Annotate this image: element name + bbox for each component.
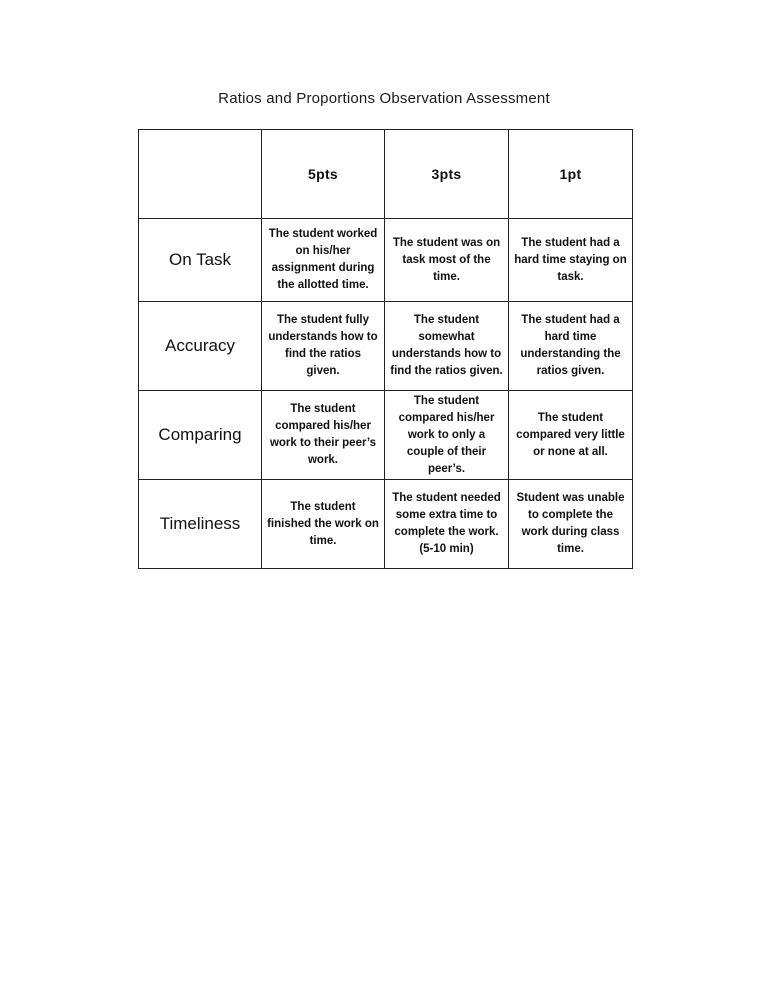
rubric-cell: The student compared his/her work to only a couple of their peer’s. [385,391,509,480]
table-row [139,391,633,480]
rubric-cell: The student fully understands how to find the ratios given. [262,302,385,391]
table-row [139,219,633,302]
page-title: Ratios and Proportions Observation Assessment [218,90,550,107]
rubric-cell: The student compared his/her work to their peer’s work. [262,391,385,480]
rubric-cell: The student was on task most of the time. [385,219,509,302]
criterion-label: Comparing [139,391,262,480]
criterion-label: Timeliness [139,480,262,569]
rubric-cell: The student needed some extra time to complete the work. (5-10 min) [385,480,509,569]
header-level-3pts: 3pts [385,130,509,219]
header-corner-cell [139,130,262,219]
criterion-label: On Task [139,219,262,302]
table-header-row [139,130,633,219]
rubric-cell: The student had a hard time understanding the ratios given. [509,302,633,391]
rubric-cell: The student compared very little or none at all. [509,391,633,480]
rubric-cell: The student finished the work on time. [262,480,385,569]
header-level-1pt: 1pt [509,130,633,219]
header-level-5pts: 5pts [262,130,385,219]
rubric-cell: Student was unable to complete the work during class time. [509,480,633,569]
rubric-cell: The student somewhat understands how to find the ratios given. [385,302,509,391]
rubric-cell: The student had a hard time staying on task. [509,219,633,302]
rubric-cell: The student worked on his/her assignment during the allotted time. [262,219,385,302]
criterion-label: Accuracy [139,302,262,391]
table-row [139,480,633,569]
rubric-table [138,129,633,569]
table-row [139,302,633,391]
